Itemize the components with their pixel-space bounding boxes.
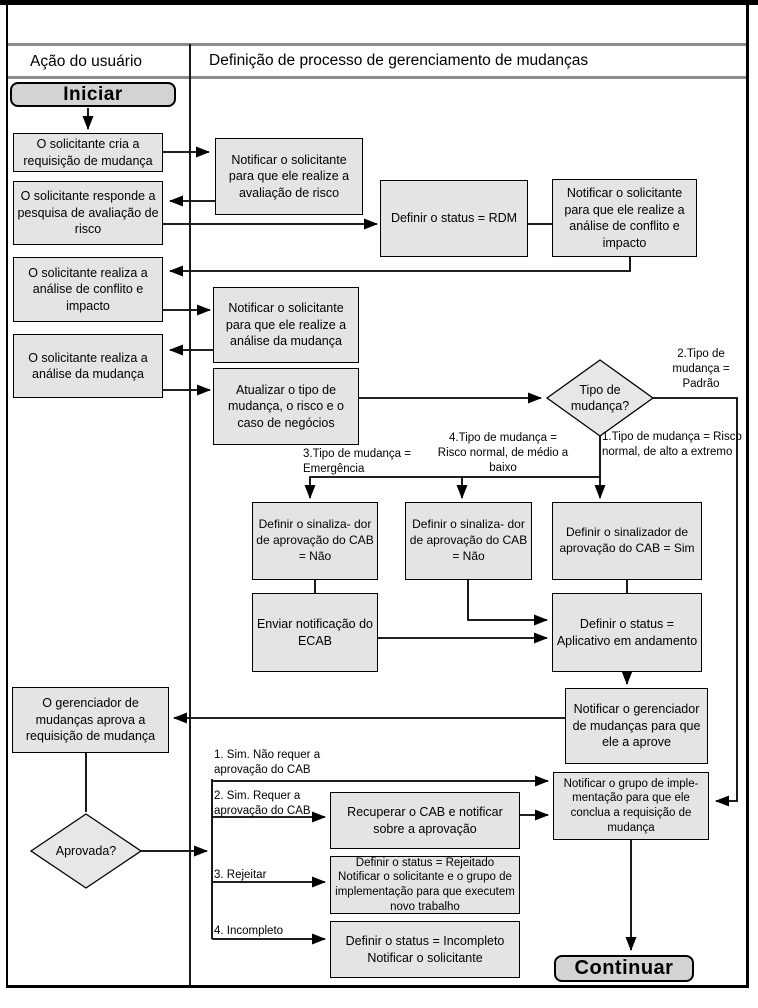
node-update-change-type: Atualizar o tipo de mudança, o risco e o caso de negócios xyxy=(213,368,359,445)
header-divider-top xyxy=(8,43,746,46)
edge-label-type-medio-baixo: 4.Tipo de mudança = Risco normal, de médio a baixo xyxy=(437,432,569,474)
node-status-incomplete: Definir o status = Incompleto Notificar o solicitante xyxy=(330,921,520,978)
top-black-bar xyxy=(0,0,758,5)
node-cab-flag-no-emergency: Definir o sinaliza- dor de aprovação do CAB = Não xyxy=(252,502,378,580)
start-terminal: Iniciar xyxy=(10,82,176,107)
node-status-rejected: Definir o status = Rejeitado Notificar o solicitante e o grupo de implementação para que executem novo trabalho xyxy=(330,856,520,914)
decision-change-type-label: Tipo de mudança? xyxy=(570,382,630,413)
node-answer-risk-survey: O solicitante responde a pesquisa de avaliação de risco xyxy=(13,181,163,245)
node-notify-conflict-impact: Notificar o solicitante para que ele realize a análise de conflito e impacto xyxy=(552,179,697,257)
header-divider-bottom xyxy=(8,76,746,79)
frame-border-right xyxy=(746,5,749,988)
node-change-analysis: O solicitante realiza a análise da mudança xyxy=(13,334,163,398)
lane-header-process-title: Definição de processo de gerenciamento de mudanças xyxy=(209,52,589,69)
swimlane-separator xyxy=(189,44,191,985)
node-status-rdm: Definir o status = RDM xyxy=(380,180,528,257)
edge-label-approved-3: 3. Rejeitar xyxy=(214,869,267,881)
frame-border-bottom xyxy=(6,985,749,988)
decision-approved-label: Aprovada? xyxy=(55,843,117,858)
edge-label-type-alto-extremo: 1.Tipo de mudança = Risco normal, de alto a extremo xyxy=(602,431,742,458)
edge-label-approved-4: 4. Incompleto xyxy=(214,925,284,937)
edge-label-type-padrao: 2.Tipo de mudança = Padrão xyxy=(672,348,730,390)
node-conflict-impact-analysis: O solicitante realiza a análise de conflito e impacto xyxy=(13,257,163,322)
node-notify-change-analysis: Notificar o solicitante para que ele realize a análise da mudança xyxy=(213,287,359,363)
node-send-ecab-notification: Enviar notificação do ECAB xyxy=(252,593,378,672)
lane-header-user-action: Ação do usuário xyxy=(30,53,143,70)
edge-label-approved-2: 2. Sim. Requer a aprovação do CAB xyxy=(214,790,311,817)
node-notify-change-manager: Notificar o gerenciador de mudanças para que ele a aprove xyxy=(565,688,708,764)
node-status-app-in-progress: Definir o status = Aplicativo em andamento xyxy=(552,593,702,672)
node-notify-risk-assessment: Notificar o solicitante para que ele realize a avaliação de risco xyxy=(215,138,363,215)
frame-border-left xyxy=(6,5,8,988)
edge-label-approved-1: 1. Sim. Não requer a aprovação do CAB xyxy=(214,749,321,776)
end-terminal: Continuar xyxy=(554,955,694,982)
edge-label-type-emergencia: 3.Tipo de mudança = Emergência xyxy=(303,448,411,475)
node-notify-implementation-group: Notificar o grupo de imple- mentação para que ele conclua a requisição de mudança xyxy=(553,772,709,840)
node-create-request: O solicitante cria a requisição de mudança xyxy=(13,133,163,172)
node-cab-flag-yes: Definir o sinalizador de aprovação do CAB = Sim xyxy=(552,502,702,580)
node-manager-approves: O gerenciador de mudanças aprova a requisição de mudança xyxy=(12,687,169,753)
node-recover-cab-notify: Recuperar o CAB e notificar sobre a aprovação xyxy=(330,792,520,849)
node-cab-flag-no-normal: Definir o sinaliza- dor de aprovação do CAB = Não xyxy=(405,502,532,580)
